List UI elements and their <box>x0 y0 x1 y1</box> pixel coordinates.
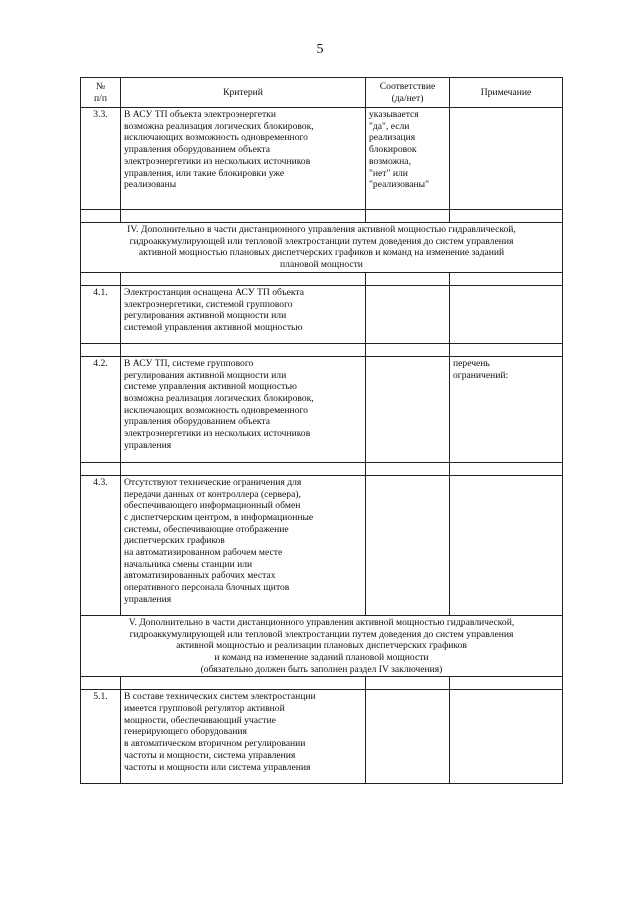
page-number: 5 <box>316 42 324 57</box>
table-row <box>81 108 563 210</box>
row-number: 4.3. <box>81 475 121 615</box>
table-row <box>81 690 563 784</box>
row-compliance: указывается "да", если реализация блокировок возможна, "нет" или "реализованы" <box>366 108 450 210</box>
row-criterion: В АСУ ТП, системе группового регулирования активной мощности или системе управления активной мощностью возможна реализация логических блокировок, исключающих возможность одновременного управления оборудованием объекта электроэнергетики из нескольких источников управления <box>121 356 366 462</box>
row-number: 3.3. <box>81 108 121 210</box>
row-number: 4.2. <box>81 356 121 462</box>
section-heading-row <box>81 615 563 677</box>
row-note <box>450 475 563 615</box>
row-number: 5.1. <box>81 690 121 784</box>
header-criterion: Критерий <box>121 78 366 108</box>
row-note <box>450 285 563 343</box>
row-compliance <box>366 690 450 784</box>
spacer-row <box>81 677 563 690</box>
row-compliance <box>366 475 450 615</box>
section-v-title: V. Дополнительно в части дистанционного управления активной мощностью гидравлической, гидроаккумулирующей или тепловой электростанции путем доведения до систем управления активной мощностью и реализации плановых диспетчерских графиков и команд на изменение заданий плановой мощности (обязательно должен быть заполнен раздел IV заключения) <box>81 615 563 677</box>
row-criterion: В составе технических систем электростанции имеется групповой регулятор активной мощности, обеспечивающий участие генерирующего оборудования в автоматическом вторичном регулировании частоты и мощности, система управления частоты и мощности или система управления <box>121 690 366 784</box>
row-number: 4.1. <box>81 285 121 343</box>
table-row <box>81 285 563 343</box>
header-compliance: Соответствие (да/нет) <box>366 78 450 108</box>
spacer-row <box>81 272 563 285</box>
header-note: Примечание <box>450 78 563 108</box>
row-note <box>450 108 563 210</box>
row-compliance <box>366 285 450 343</box>
row-criterion: В АСУ ТП объекта электроэнергетки возможна реализация логических блокировок, исключающих возможность одновременного управления оборудованием объекта электроэнергетики из нескольких источников управления, или такие блокировки уже реализованы <box>121 108 366 210</box>
table-row <box>81 356 563 462</box>
row-criterion: Электростанция оснащена АСУ ТП объекта электроэнергетики, системой группового регулирования активной мощности или системой управления активной мощностью <box>121 285 366 343</box>
table-header-row <box>81 78 563 108</box>
spacer-row <box>81 343 563 356</box>
section-iv-title: IV. Дополнительно в части дистанционного управления активной мощностью гидравлической, гидроаккумулирующей или тепловой электростанции путем доведения до систем управления активной мощностью плановых диспетчерских графиков и команд на изменение заданий плановой мощности <box>81 223 563 273</box>
row-note: перечень ограничений: <box>450 356 563 462</box>
header-num: № п/п <box>81 78 121 108</box>
spacer-row <box>81 462 563 475</box>
criteria-table <box>80 77 563 784</box>
row-compliance <box>366 356 450 462</box>
section-heading-row <box>81 223 563 273</box>
row-criterion: Отсутствуют технические ограничения для передачи данных от контроллера (сервера), обеспечивающего информационный обмен с диспетчерским центром, в информационные системы, обеспечивающие отображение диспетчерских графиков на автоматизированном рабочем месте начальника смены станции или автоматизированных рабочих местах оперативного персонала блочных щитов управления <box>121 475 366 615</box>
spacer-row <box>81 210 563 223</box>
table-row <box>81 475 563 615</box>
row-note <box>450 690 563 784</box>
